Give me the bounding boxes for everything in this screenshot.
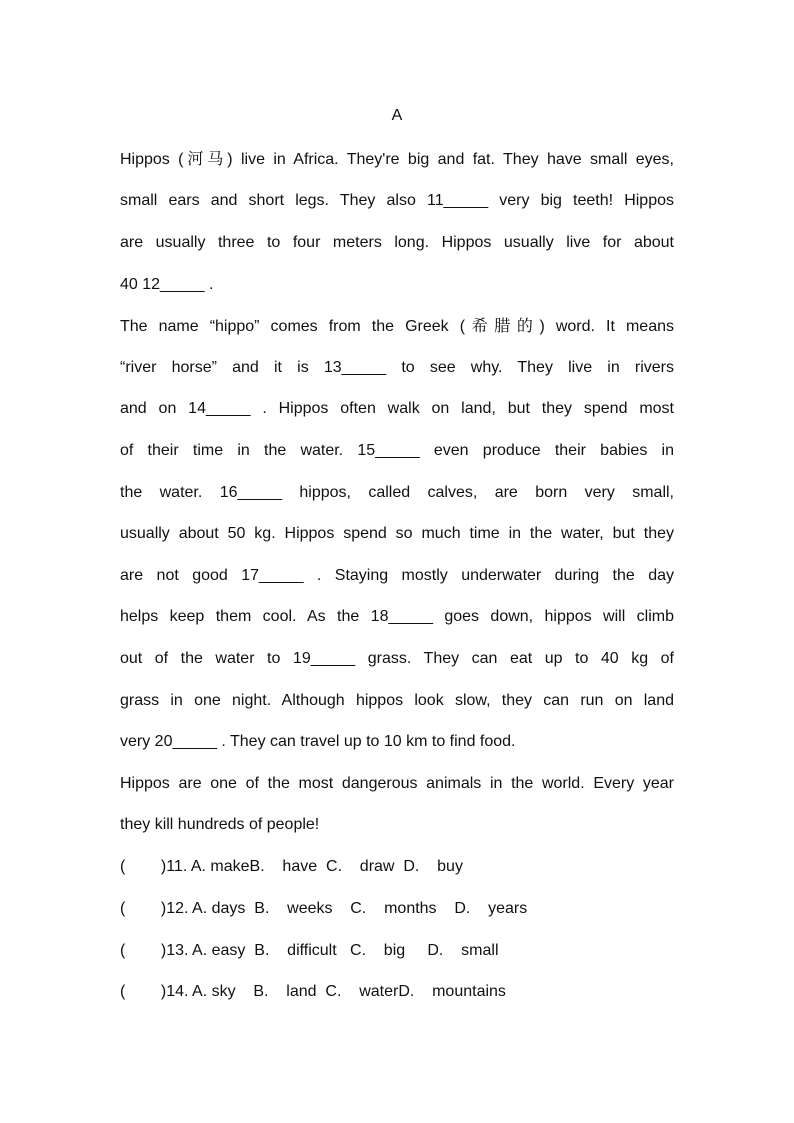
passage-line: “river horse” and it is 13_____ to see why. They live in rivers [120, 359, 674, 376]
passage-line: small ears and short legs. They also 11_____ very big teeth! Hippos [120, 192, 674, 209]
passage-line: are not good 17_____ . Staying mostly underwater during the day [120, 567, 674, 584]
passage-line: usually about 50 kg. Hippos spend so much time in the water, but they [120, 525, 674, 542]
passage-line: 40 12_____ . [120, 276, 214, 293]
passage-line: very 20_____ . They can travel up to 10 km to find food. [120, 733, 516, 750]
passage-line: helps keep them cool. As the 18_____ goes down, hippos will climb [120, 608, 674, 625]
passage-line: grass in one night. Although hippos look slow, they can run on land [120, 692, 674, 709]
question-option-row: ( )11. A. makeB. have C. draw D. buy [120, 858, 463, 875]
passage-line: they kill hundreds of people! [120, 816, 320, 833]
question-option-row: ( )13. A. easy B. difficult C. big D. small [120, 942, 499, 959]
question-option-row: ( )12. A. days B. weeks C. months D. years [120, 900, 528, 917]
passage-line: Hippos are one of the most dangerous animals in the world. Every year [120, 775, 674, 792]
passage-line: of their time in the water. 15_____ even produce their babies in [120, 442, 674, 459]
passage-line: Hippos (河马) live in Africa. They're big and fat. They have small eyes, [120, 151, 674, 168]
passage-line: and on 14_____ . Hippos often walk on land, but they spend most [120, 400, 674, 417]
passage-line: out of the water to 19_____ grass. They can eat up to 40 kg of [120, 650, 674, 667]
passage-line: The name “hippo” comes from the Greek (希腊的) word. It means [120, 318, 674, 335]
passage-line: are usually three to four meters long. Hippos usually live for about [120, 234, 674, 251]
passage-heading: A [391, 107, 403, 124]
passage-line: the water. 16_____ hippos, called calves, are born very small, [120, 484, 674, 501]
question-option-row: ( )14. A. sky B. land C. waterD. mountains [120, 983, 506, 1000]
